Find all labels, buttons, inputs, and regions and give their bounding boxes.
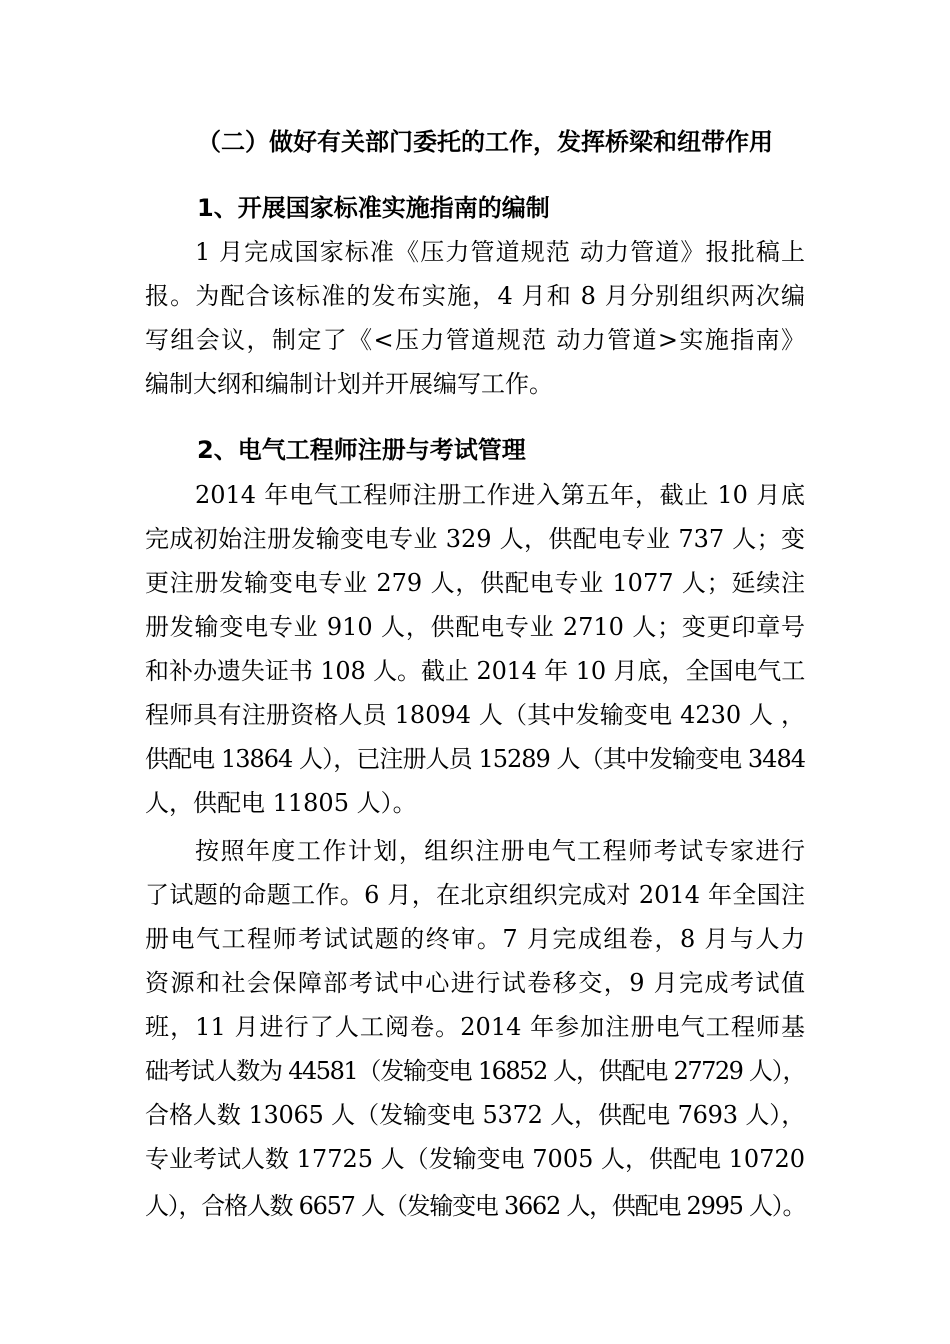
text-line: 按照年度工作计划，组织注册电气工程师考试专家进行: [195, 837, 805, 865]
text-line: 合格人数 13065 人（发输变电 5372 人，供配电 7693 人），: [145, 1101, 805, 1129]
text-line: 册发输变电专业 910 人，供配电专业 2710 人；变更印章号: [145, 613, 805, 641]
section-title: （二）做好有关部门委托的工作，发挥桥梁和纽带作用: [197, 128, 773, 156]
text-line: 写组会议，制定了《<压力管道规范 动力管道>实施指南》: [145, 326, 805, 354]
text-line: 1 月完成国家标准《压力管道规范 动力管道》报批稿上: [195, 238, 805, 266]
subsection-heading-1: 1、开展国家标准实施指南的编制: [197, 194, 550, 222]
text-line: 完成初始注册发输变电专业 329 人，供配电专业 737 人；变: [145, 525, 805, 553]
text-line: 人），合格人数 6657 人（发输变电 3662 人，供配电 2995 人）。: [145, 1192, 806, 1220]
text-line: 了试题的命题工作。6 月，在北京组织完成对 2014 年全国注: [145, 881, 805, 909]
text-line: 和补办遗失证书 108 人。截止 2014 年 10 月底，全国电气工: [145, 657, 805, 685]
text-line: 人，供配电 11805 人）。: [145, 789, 417, 817]
text-line: 供配电 13864 人），已注册人员 15289 人（其中发输变电 3484: [145, 745, 805, 773]
text-line: 专业考试人数 17725 人（发输变电 7005 人，供配电 10720: [145, 1145, 805, 1173]
text-line: 础考试人数为 44581（发输变电 16852 人，供配电 27729 人），: [145, 1057, 805, 1085]
text-line: 更注册发输变电专业 279 人，供配电专业 1077 人；延续注: [145, 569, 805, 597]
text-line: 班，11 月进行了人工阅卷。2014 年参加注册电气工程师基: [145, 1013, 805, 1041]
text-line: 编制大纲和编制计划并开展编写工作。: [145, 370, 553, 398]
text-line: 2014 年电气工程师注册工作进入第五年，截止 10 月底: [195, 481, 805, 509]
subsection-heading-2: 2、电气工程师注册与考试管理: [197, 436, 526, 464]
text-line: 册电气工程师考试试题的终审。7 月完成组卷，8 月与人力: [145, 925, 805, 953]
text-line: 资源和社会保障部考试中心进行试卷移交，9 月完成考试值: [145, 969, 805, 997]
text-line: 程师具有注册资格人员 18094 人（其中发输变电 4230 人 ，: [145, 701, 805, 729]
text-line: 报。为配合该标准的发布实施，4 月和 8 月分别组织两次编: [145, 282, 805, 310]
